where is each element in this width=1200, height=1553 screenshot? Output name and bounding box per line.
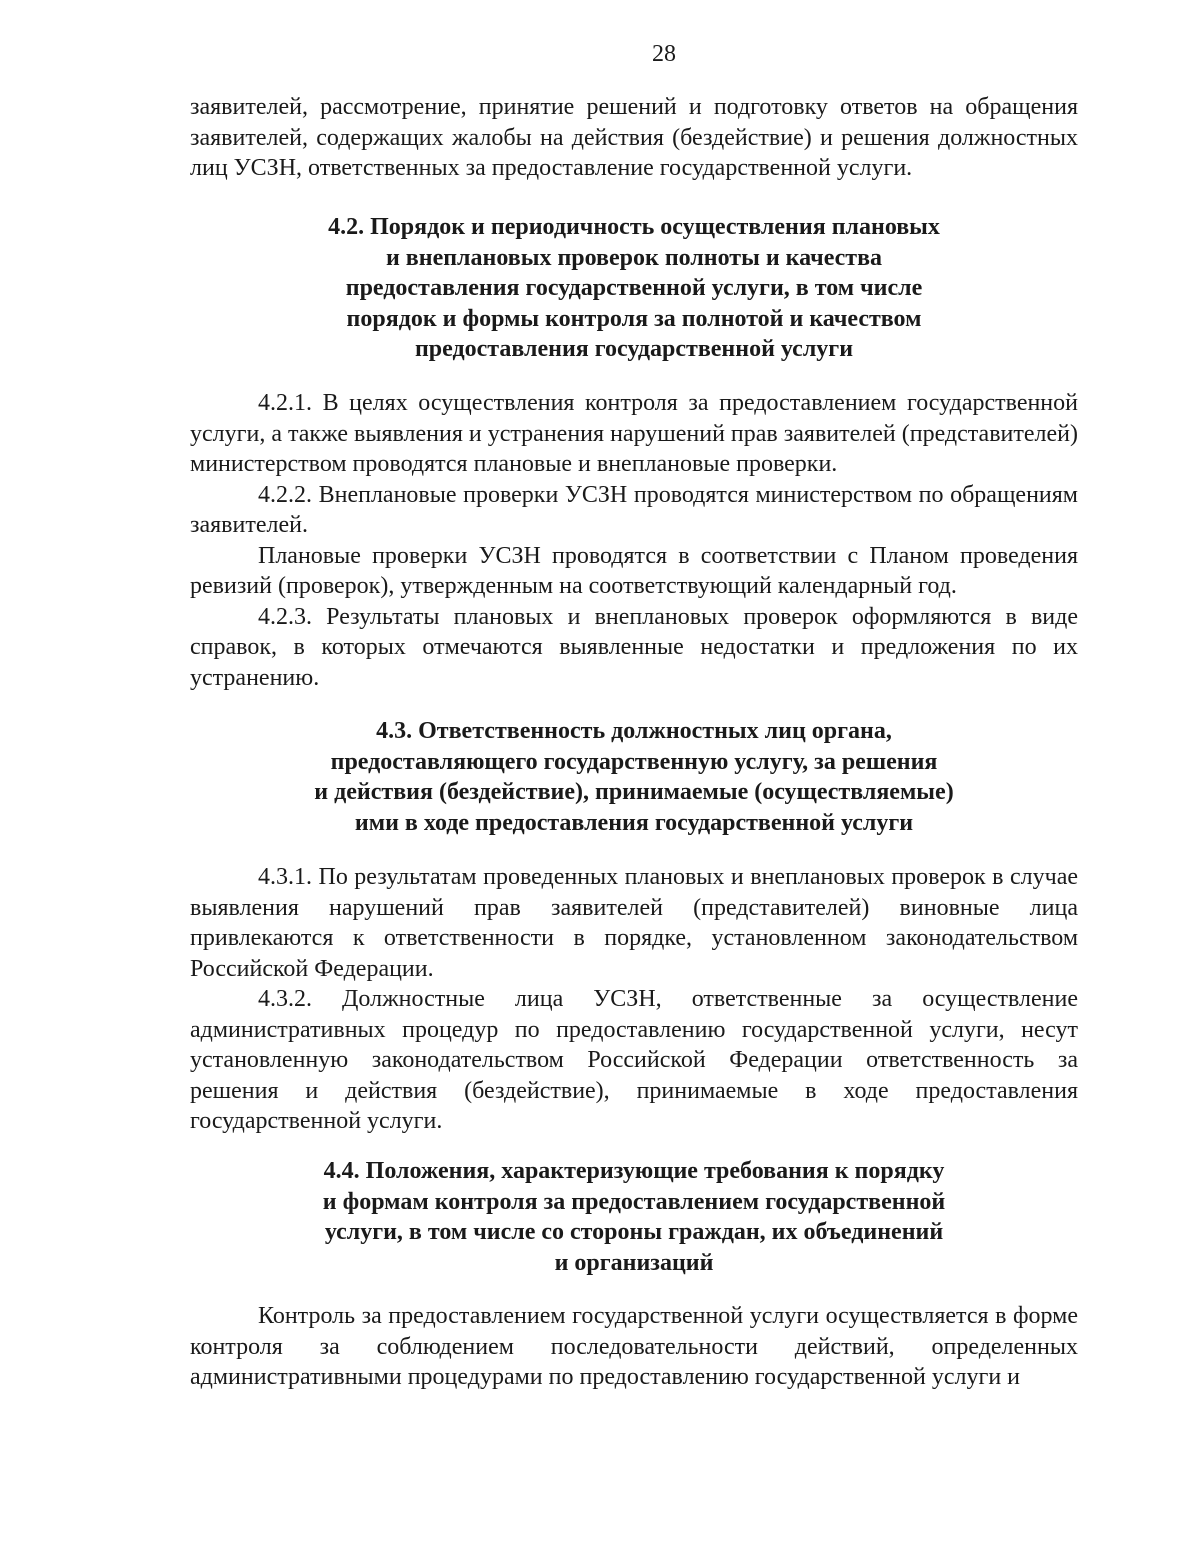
intro-paragraph: заявителей, рассмотрение, принятие решений и подготовку ответов на обращения заявителей, содержащих жалобы на действия (бездействие) и решения должностных лиц УСЗН, ответственных за предоставление государственной услуги.	[190, 94, 1078, 181]
heading-line: 4.3. Ответственность должностных лиц органа,	[376, 718, 892, 744]
heading-line: и действия (бездействие), принимаемые (осуществляемые)	[314, 779, 954, 805]
paragraph-4-2-1: 4.2.1. В целях осуществления контроля за предоставлением государственной услуги, а также выявления и устранения нарушений прав заявителей (представителей) министерством проводятся плановые и внеплановые проверки.	[190, 390, 1078, 477]
heading-line: 4.2. Порядок и периодичность осуществления плановых	[328, 214, 940, 240]
section-4-4-body	[190, 1301, 1078, 1393]
section-4-2-heading	[190, 212, 1078, 365]
paragraph-4-2-2: 4.2.2. Внеплановые проверки УСЗН проводятся министерством по обращениям заявителей.	[190, 481, 1078, 538]
heading-line: предоставления государственной услуги, в том числе	[345, 275, 923, 301]
heading-line: и формам контроля за предоставлением государственной	[322, 1188, 946, 1215]
intro-paragraph-block	[190, 92, 1078, 184]
heading-line: ими в ходе предоставления государственной услуги	[354, 809, 914, 836]
section-4-3-body	[190, 862, 1078, 1137]
paragraph-4-3-2: 4.3.2. Должностные лица УСЗН, ответственные за осуществление административных процедур по предоставлению государственной услуги, несут установленную законодательством Российской Федерации ответственность за решения и действия (бездействие), принимаемые в ходе предоставления государственной услуги.	[190, 986, 1078, 1134]
section-4-4-heading	[190, 1156, 1078, 1278]
paragraph-planned-checks: Плановые проверки УСЗН проводятся в соответствии с Планом проведения ревизий (проверок), утвержденным на соответствующий календарный год.	[190, 542, 1078, 599]
heading-line: предоставления государственной услуги	[414, 336, 854, 362]
paragraph-4-2-3: 4.2.3. Результаты плановых и внеплановых проверок оформляются в виде справок, в которых отмечаются выявленные недостатки и предложения по их устранению.	[190, 603, 1078, 691]
paragraph-4-3-1: 4.3.1. По результатам проведенных плановых и внеплановых проверок в случае выявления нарушений прав заявителей (представителей) виновные лица привлекаются к ответственности в порядке, установленном законодательством Российской Федерации.	[190, 864, 1078, 982]
paragraph-4-4-control: Контроль за предоставлением государственной услуги осуществляется в форме контроля за соблюдением последовательности действий, определенных административными процедурами по предоставлению государственной услуги и	[190, 1303, 1078, 1390]
heading-line: услуги, в том числе со стороны граждан, их объединений	[324, 1219, 944, 1245]
heading-line: предоставляющего государственную услугу, за решения	[330, 748, 938, 775]
heading-line: и внеплановых проверок полноты и качества	[385, 244, 883, 271]
section-4-2-body	[190, 388, 1078, 693]
page-number: 28	[652, 41, 676, 67]
heading-line: и организаций	[554, 1249, 714, 1276]
section-4-3-heading	[190, 716, 1078, 838]
heading-line: порядок и формы контроля за полнотой и качеством	[346, 305, 922, 332]
heading-line: 4.4. Положения, характеризующие требования к порядку	[323, 1158, 945, 1184]
